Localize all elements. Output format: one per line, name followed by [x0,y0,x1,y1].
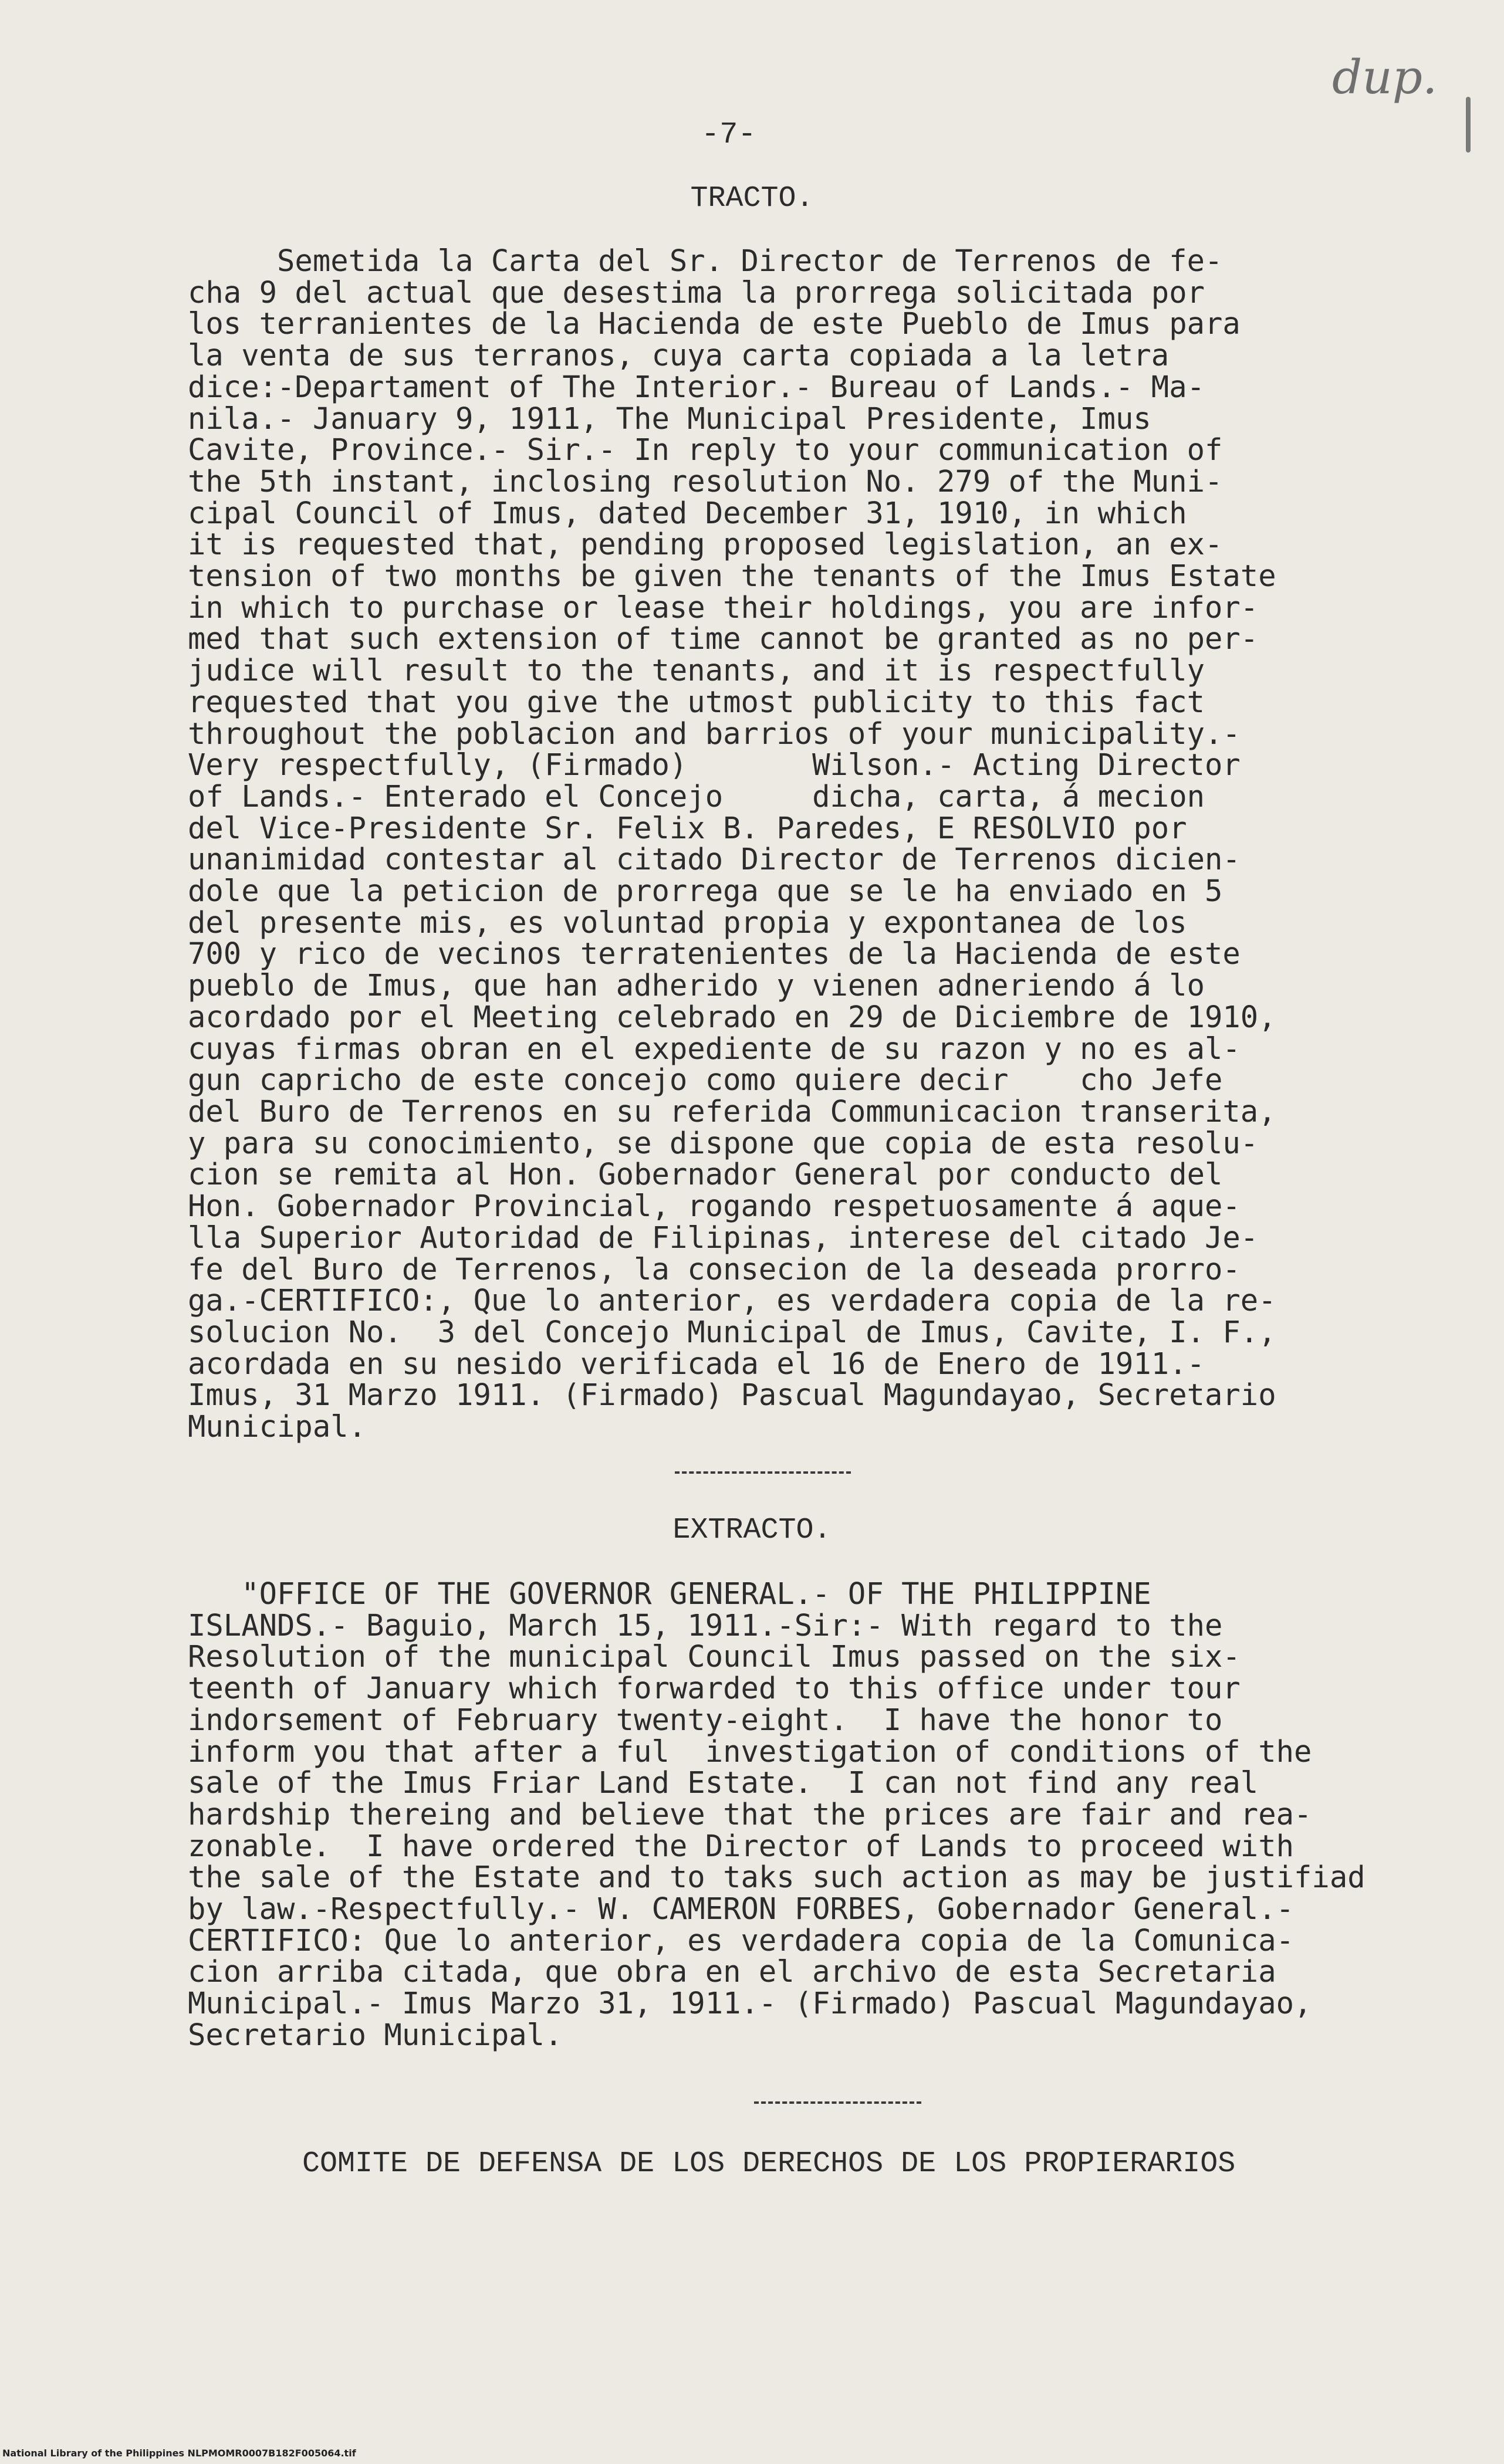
text-line: lla Superior Autoridad de Filipinas, interese del citado Je- [188,1220,1259,1255]
tracto-body [188,245,1391,1443]
text-line: throughout the poblacion and barrios of your municipality.- [188,716,1241,751]
text-line: unanimidad contestar al citado Director de Terrenos dicien- [188,842,1241,877]
separator-1 [675,1471,851,1474]
text-line: Cavite, Province.- Sir.- In reply to your communication of [188,432,1223,468]
text-line: ISLANDS.- Baguio, March 15, 1911.-Sir:- With regard to the [188,1607,1223,1643]
text-line: cion arriba citada, que obra en el archivo de esta Secretaria [188,1954,1276,1989]
text-line: los terranientes de la Hacienda de este Pueblo de Imus para [188,306,1241,341]
text-line: dice:-Departament of The Interior.- Bureau of Lands.- Ma- [188,369,1205,404]
text-line: CERTIFICO: Que lo anterior, es verdadera copia de la Comunica- [188,1923,1295,1958]
text-line: del Vice-Presidente Sr. Felix B. Paredes, E RESOLVIO por [188,810,1187,845]
text-line: pueblo de Imus, que han adherido y vienen adneriendo á lo [188,968,1205,1003]
committee-heading: COMITE DE DEFENSA DE LOS DERECHOS DE LOS PROPIERARIOS [302,2147,1236,2181]
text-line: in which to purchase or lease their holdings, you are infor- [188,590,1259,625]
page-number: -7- [701,117,756,152]
text-line: Semetida la Carta del Sr. Director de Terrenos de fe- [188,243,1223,278]
text-line: sale of the Imus Friar Land Estate. I can not find any real [188,1765,1259,1800]
text-line: "OFFICE OF THE GOVERNOR GENERAL.- OF THE PHILIPPINE [188,1576,1151,1611]
text-line: cha 9 del actual que desestima la prorrega solicitada por [188,275,1205,310]
text-line: Secretario Municipal. [188,2017,563,2052]
extracto-body [188,1578,1391,2051]
separator-2 [754,2101,921,2104]
text-line: it is requested that, pending proposed legislation, an ex- [188,527,1223,562]
text-line: fe del Buro de Terrenos, la consecion de la deseada prorro- [188,1251,1241,1287]
text-line: la venta de sus terranos, cuya carta copiada a la letra [188,338,1170,373]
text-line: teenth of January which forwarded to this office under tour [188,1671,1241,1706]
text-line: ga.-CERTIFICO:, Que lo anterior, es verdadera copia de la re- [188,1283,1276,1318]
text-line: y para su conocimiento, se dispone que copia de esta resolu- [188,1125,1259,1160]
extracto-heading: EXTRACTO. [672,1514,832,1547]
text-line: Resolution of the municipal Council Imus passed on the six- [188,1639,1241,1674]
text-line: requested that you give the utmost publicity to this fact [188,684,1205,719]
text-line: acordada en su nesido verificada el 16 de Enero de 1911.- [188,1346,1205,1381]
text-line: Very respectfully, (Firmado) Wilson.- Acting Director [188,747,1241,783]
text-line: del Buro de Terrenos en su referida Communicacion transerita, [188,1094,1276,1129]
margin-mark [1466,97,1471,153]
text-line: 700 y rico de vecinos terratenientes de la Hacienda de este [188,936,1241,972]
text-line: nila.- January 9, 1911, The Municipal Presidente, Imus [188,401,1151,436]
text-line: del presente mis, es voluntad propia y expontanea de los [188,905,1187,940]
text-line: hardship thereing and believe that the prices are fair and rea- [188,1796,1312,1832]
text-line: cion se remita al Hon. Gobernador General por conducto del [188,1157,1223,1192]
text-line: cipal Council of Imus, dated December 31, 1910, in which [188,495,1187,530]
text-line: dole que la peticion de prorrega que se le ha enviado en 5 [188,874,1223,909]
text-line: med that such extension of time cannot be granted as no per- [188,621,1259,656]
text-line: indorsement of February twenty-eight. I have the honor to [188,1702,1223,1737]
text-line: cuyas firmas obran en el expediente de su razon y no es al- [188,1031,1241,1066]
text-line: Municipal. [188,1409,367,1444]
text-line: solucion No. 3 del Concejo Municipal de Imus, Cavite, I. F., [188,1314,1276,1349]
text-line: tension of two months be given the tenants of the Imus Estate [188,559,1276,594]
text-line: Imus, 31 Marzo 1911. (Firmado) Pascual Magundayao, Secretario [188,1377,1276,1413]
tracto-heading: TRACTO. [690,182,814,215]
text-line: judice will result to the tenants, and it is respectfully [188,653,1205,688]
text-line: the sale of the Estate and to taks such action as may be justifiad [188,1860,1366,1895]
archive-footer: National Library of the Philippines NLPMOMR0007B182F005064.tif [2,2448,356,2459]
text-line: inform you that after a ful investigation of conditions of the [188,1734,1312,1769]
handwritten-note: dup. [1332,50,1438,104]
text-line: of Lands.- Enterado el Concejo dicha, carta, á mecion [188,779,1205,814]
text-line: Municipal.- Imus Marzo 31, 1911.- (Firmado) Pascual Magundayao, [188,1986,1312,2021]
text-line: by law.-Respectfully.- W. CAMERON FORBES, Gobernador General.- [188,1891,1295,1927]
text-line: the 5th instant, inclosing resolution No. 279 of the Muni- [188,463,1223,499]
text-line: Hon. Gobernador Provincial, rogando respetuosamente á aque- [188,1189,1241,1224]
text-line: acordado por el Meeting celebrado en 29 de Diciembre de 1910, [188,999,1276,1034]
text-line: zonable. I have ordered the Director of Lands to proceed with [188,1828,1295,1863]
text-line: gun capricho de este concejo como quiere decir cho Jefe [188,1062,1223,1098]
